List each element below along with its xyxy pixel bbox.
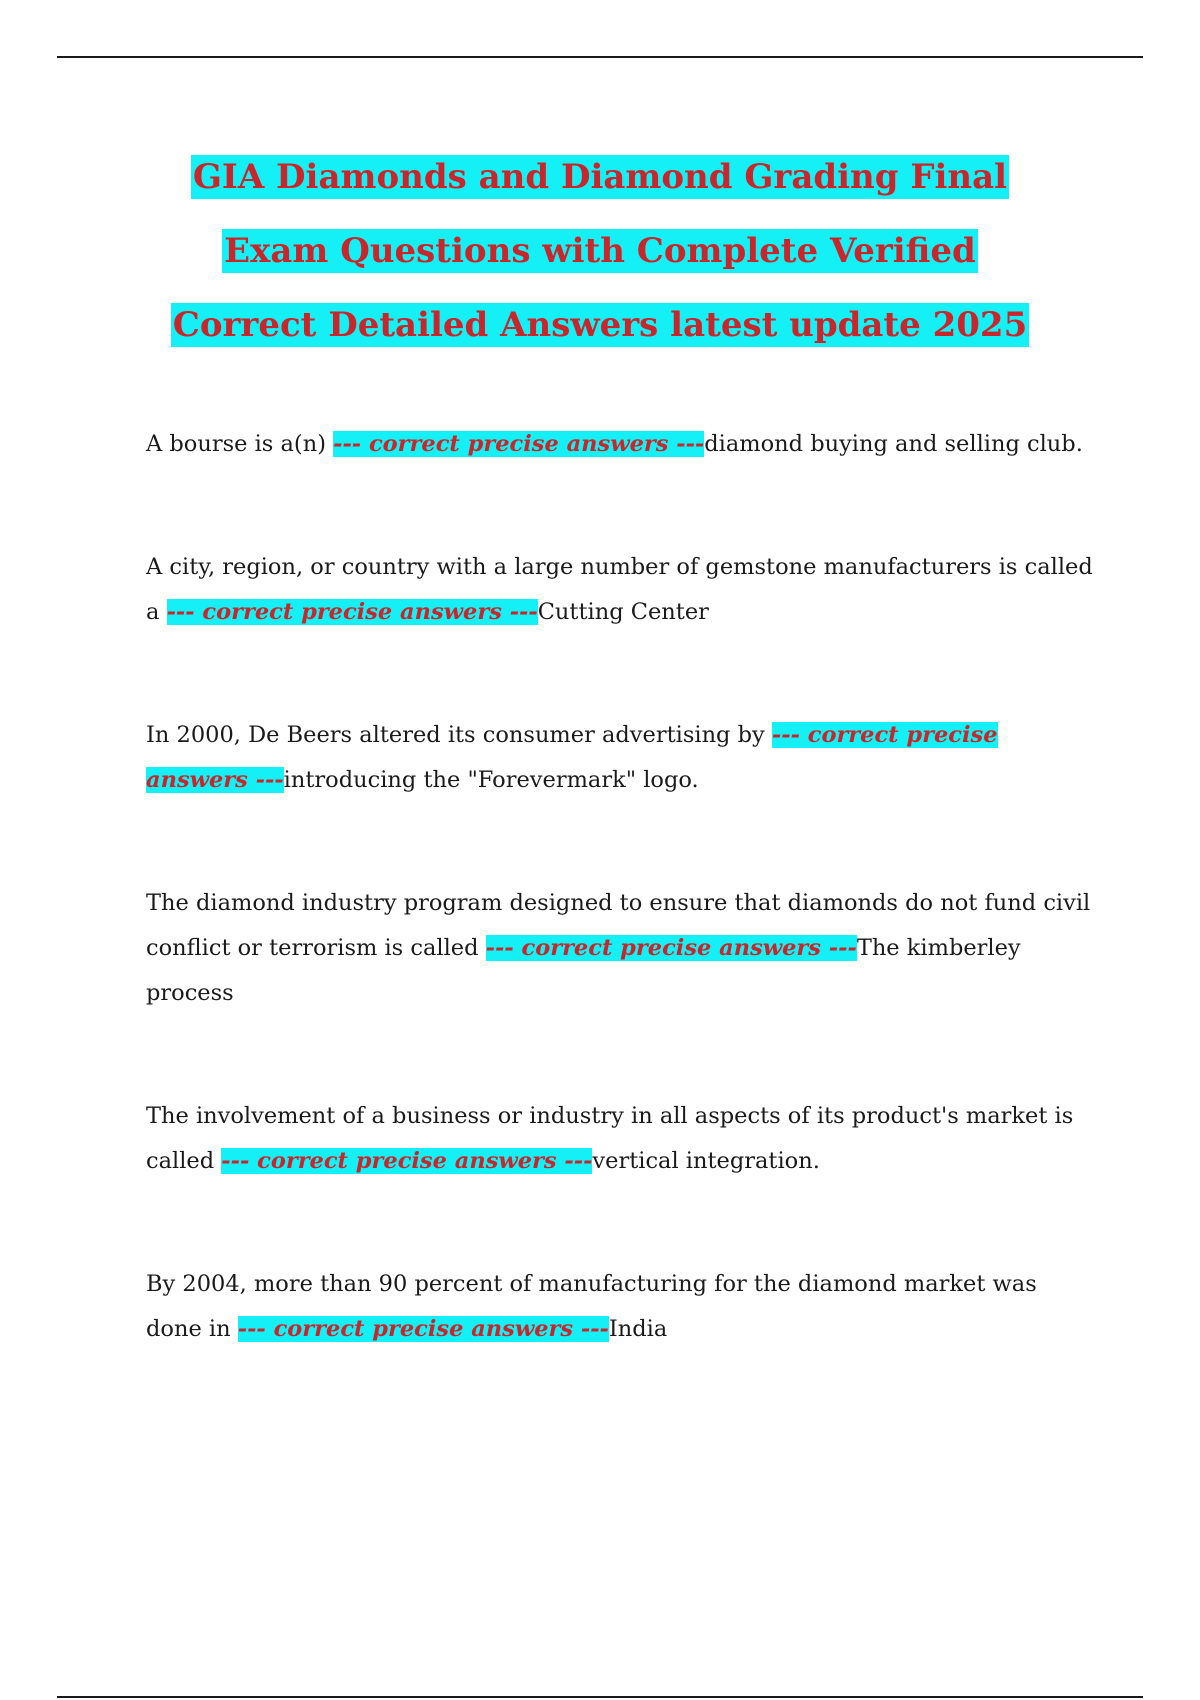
question-text: In 2000, De Beers altered its consumer advertising by: [146, 722, 772, 748]
document-title: [100, 140, 1100, 362]
title-line-1: GIA Diamonds and Diamond Grading Final: [192, 157, 1008, 197]
qa-item-2: [146, 545, 1096, 635]
answer-text: Cutting Center: [537, 599, 709, 625]
question-text: By 2004, more than 90 percent of manufacturing for the diamond market was done in: [146, 1271, 1037, 1342]
qa-item-4: [146, 881, 1096, 1016]
answer-marker: --- correct precise answers ---: [166, 599, 538, 625]
top-rule: [57, 56, 1143, 58]
answer-text: India: [608, 1316, 668, 1342]
qa-item-1: [146, 422, 1096, 467]
qa-item-3: [146, 713, 1096, 803]
qa-list: [146, 422, 1096, 1430]
answer-marker: --- correct precise answers ---: [146, 722, 998, 793]
bottom-rule: [57, 1696, 1143, 1698]
question-text: The involvement of a business or industry in all aspects of its product's market is called: [146, 1103, 1074, 1174]
answer-text: introducing the "Forevermark" logo.: [283, 767, 699, 793]
answer-marker: --- correct precise answers ---: [237, 1316, 609, 1342]
title-line-3: Correct Detailed Answers latest update 2025: [172, 305, 1028, 345]
answer-marker: --- correct precise answers ---: [333, 431, 705, 457]
qa-item-5: [146, 1094, 1096, 1184]
qa-item-6: [146, 1262, 1096, 1352]
answer-marker: --- correct precise answers ---: [485, 935, 857, 961]
answer-text: diamond buying and selling club.: [704, 431, 1083, 457]
answer-marker: --- correct precise answers ---: [221, 1148, 593, 1174]
answer-text: The kimberley process: [146, 935, 1021, 1006]
title-line-2: Exam Questions with Complete Verified: [224, 231, 976, 271]
answer-text: vertical integration.: [592, 1148, 820, 1174]
question-text: A bourse is a(n): [146, 431, 334, 457]
question-text: The diamond industry program designed to ensure that diamonds do not fund civil conflict or terrorism is called: [146, 890, 1091, 961]
question-text: A city, region, or country with a large number of gemstone manufacturers is called a: [146, 554, 1093, 625]
